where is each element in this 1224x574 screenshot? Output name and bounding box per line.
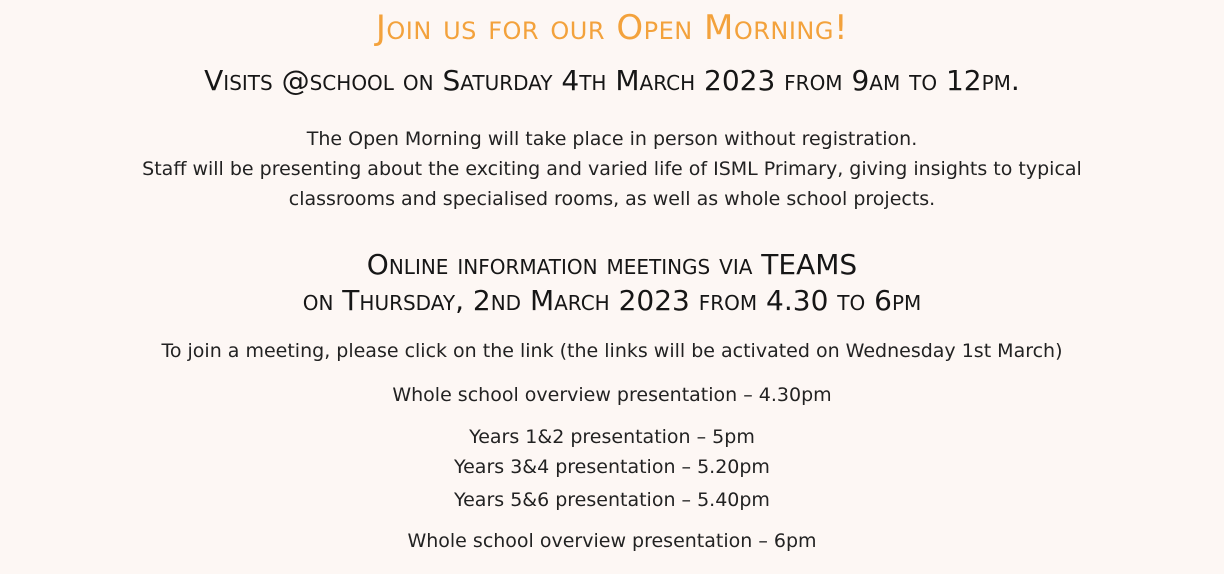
description-line-1: The Open Morning will take place in person without registration. xyxy=(306,128,918,150)
meeting-link-text[interactable]: Years 1&2 presentation – 5pm xyxy=(469,426,755,448)
meeting-link-years-3-4[interactable] xyxy=(0,456,1224,478)
description-line-3: classrooms and specialised rooms, as well as whole school projects. xyxy=(288,188,936,210)
meeting-link-text[interactable]: Whole school overview presentation – 4.30pm xyxy=(392,384,832,406)
meeting-link-text[interactable]: Years 5&6 presentation – 5.40pm xyxy=(454,489,770,511)
announcement-title: Join us for our Open Morning! xyxy=(375,8,849,48)
online-heading-line-2: on Thursday, 2nd March 2023 from 4.30 to 6pm xyxy=(302,284,922,317)
description-line-2: Staff will be presenting about the exciting and varied life of ISML Primary, giving insights to typical xyxy=(142,158,1082,180)
visit-line: Visits @school on Saturday 4th March 2023 from 9am to 12pm. xyxy=(204,64,1020,97)
meeting-link-years-1-2[interactable] xyxy=(0,426,1224,448)
meeting-link-text[interactable]: Years 3&4 presentation – 5.20pm xyxy=(454,456,770,478)
join-instruction: To join a meeting, please click on the link (the links will be activated on Wednesday 1st March) xyxy=(161,340,1063,362)
meeting-link-text[interactable]: Whole school overview presentation – 6pm xyxy=(407,530,817,552)
online-heading-line-1: Online information meetings via TEAMS xyxy=(366,248,858,281)
meeting-link-whole-school-430[interactable] xyxy=(0,384,1224,406)
meeting-link-whole-school-6pm[interactable] xyxy=(0,530,1224,552)
meeting-link-years-5-6[interactable] xyxy=(0,489,1224,511)
